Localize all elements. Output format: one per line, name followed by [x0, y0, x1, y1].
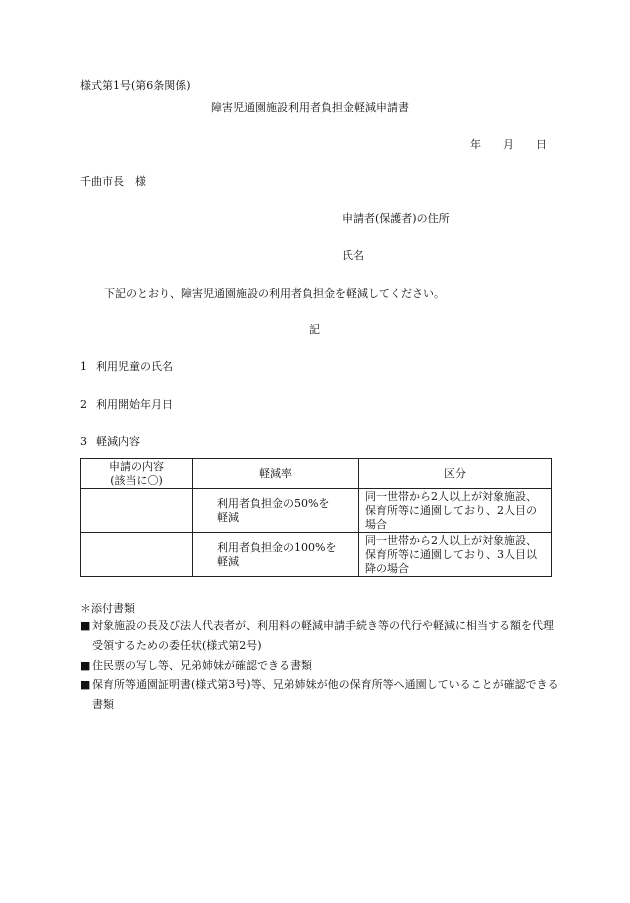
item-reduction-details [80, 435, 140, 449]
category-cell [359, 489, 552, 533]
attachments-heading: ＊添付書類 [80, 602, 135, 615]
rate-line: 軽減 [217, 510, 239, 524]
date-year-label: 年 [470, 138, 481, 151]
item-label: 利用児童の氏名 [96, 360, 173, 373]
header-application-line1: 申請の内容 [109, 459, 164, 473]
attachment-text: 住民票の写し等、兄弟姉妹が確認できる書類 [92, 659, 312, 672]
applicant-name-label: 氏名 [342, 249, 364, 262]
category-cell [359, 533, 552, 577]
item-start-date [80, 398, 173, 412]
form-number: 様式第1号(第6条関係) [80, 79, 191, 92]
header-reduction-rate: 軽減率 [193, 459, 359, 489]
attachment-item [80, 656, 564, 676]
category-line: 降の場合 [365, 561, 409, 575]
table-header-row [81, 459, 552, 489]
applied-mark-cell[interactable] [81, 489, 193, 533]
category-line: 保育所等に通園しており、3人目以 [365, 547, 537, 561]
addressee: 千曲市長 様 [80, 175, 146, 188]
item-number: 2 [80, 398, 87, 411]
bullet-square-icon: ■ [80, 678, 91, 691]
category-line: 場合 [365, 517, 387, 531]
category-line: 同一世帯から2人以上が対象施設、 [365, 489, 537, 503]
category-line: 同一世帯から2人以上が対象施設、 [365, 533, 537, 547]
bullet-square-icon: ■ [80, 659, 91, 672]
applied-mark-cell[interactable] [81, 533, 193, 577]
header-category: 区分 [359, 459, 552, 489]
header-application-line2: (該当に〇) [110, 473, 163, 487]
item-child-name [80, 360, 173, 374]
attachment-item [80, 616, 564, 656]
rate-line: 利用者負担金の50%を [217, 496, 330, 510]
item-number: 3 [80, 435, 87, 448]
item-label: 利用開始年月日 [96, 398, 173, 411]
rate-line: 利用者負担金の100%を [217, 540, 337, 554]
rate-cell [193, 489, 359, 533]
date-month-label: 月 [503, 138, 514, 151]
applicant-address-label: 申請者(保護者)の住所 [342, 212, 450, 225]
attachment-text: 対象施設の長及び法人代表者が、利用料の軽減申請手続き等の代行や軽減に相当する額を代理受領するための委任状(様式第2号) [92, 619, 554, 652]
date-day-label: 日 [536, 138, 547, 151]
header-application-content [81, 459, 193, 489]
rate-cell [193, 533, 359, 577]
category-line: 保育所等に通園しており、2人目の [365, 503, 537, 517]
rate-line: 軽減 [217, 554, 239, 568]
item-label: 軽減内容 [96, 435, 140, 448]
item-number: 1 [80, 360, 87, 373]
reduction-table [80, 458, 552, 577]
document-title: 障害児通園施設利用者負担金軽減申請書 [211, 101, 409, 114]
attachment-item [80, 675, 564, 715]
request-text: 下記のとおり、障害児通園施設の利用者負担金を軽減してください。 [104, 287, 445, 300]
table-row [81, 489, 552, 533]
attachment-text: 保育所等通園証明書(様式第3号)等、兄弟姉妹が他の保育所等へ通園していることが確認できる書類 [92, 678, 559, 711]
table-row [81, 533, 552, 577]
date-line [470, 138, 547, 152]
bullet-square-icon: ■ [80, 619, 91, 632]
ki-heading: 記 [309, 323, 320, 336]
